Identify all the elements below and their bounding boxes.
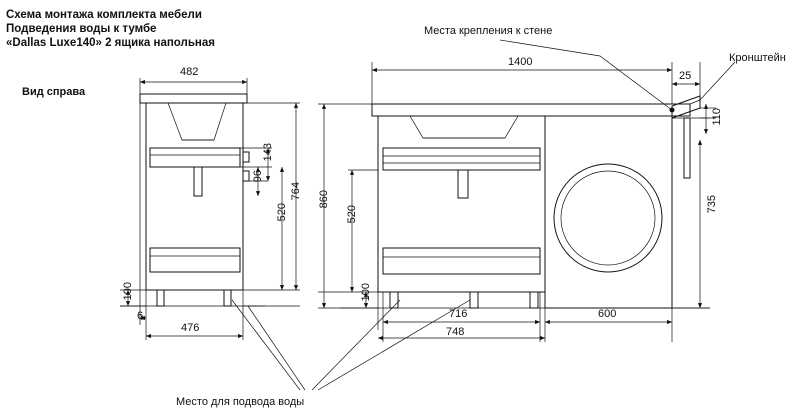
title-line-1: Схема монтажа комплекта мебели	[6, 9, 202, 21]
water-supply-leaders	[232, 300, 470, 390]
dim-front-cabinet-outer: 748	[446, 326, 465, 338]
dim-front-legs: 100	[360, 283, 372, 302]
dim-side-legs: 100	[122, 282, 134, 301]
dim-side-bottom-width: 476	[181, 322, 200, 334]
dim-side-depth-small: 6	[137, 310, 144, 322]
dim-front-cabinet-inner: 716	[449, 308, 468, 320]
dim-front-counter-thickness: 110	[711, 108, 723, 126]
dim-side-drawer-inner: 96	[252, 170, 264, 183]
front-view-group	[318, 40, 735, 342]
annotation-wall-mount: Места крепления к стене	[424, 25, 553, 37]
dim-front-right-cabinet-height: 735	[706, 195, 718, 214]
dim-side-drawer-top: 143	[262, 143, 274, 162]
dim-side-height-total: 764	[290, 182, 302, 201]
annotation-bracket: Кронштейн	[729, 52, 786, 64]
view-label: Вид справа	[22, 86, 86, 98]
dim-side-height-body: 520	[276, 203, 288, 222]
dim-front-body-height: 520	[346, 205, 358, 224]
title-line-2: Подведения воды к тумбе	[6, 23, 157, 35]
dim-front-overall-height: 860	[318, 190, 330, 209]
side-view-group	[120, 78, 300, 340]
dim-side-top-width: 482	[180, 66, 199, 78]
title-line-3: «Dallas Luxe140» 2 ящика напольная	[6, 37, 215, 49]
dim-front-overall-width: 1400	[508, 56, 533, 68]
dim-front-right-width: 600	[598, 308, 617, 320]
dim-front-overhang: 25	[679, 70, 692, 82]
annotation-water-supply: Место для подвода воды	[176, 396, 305, 408]
